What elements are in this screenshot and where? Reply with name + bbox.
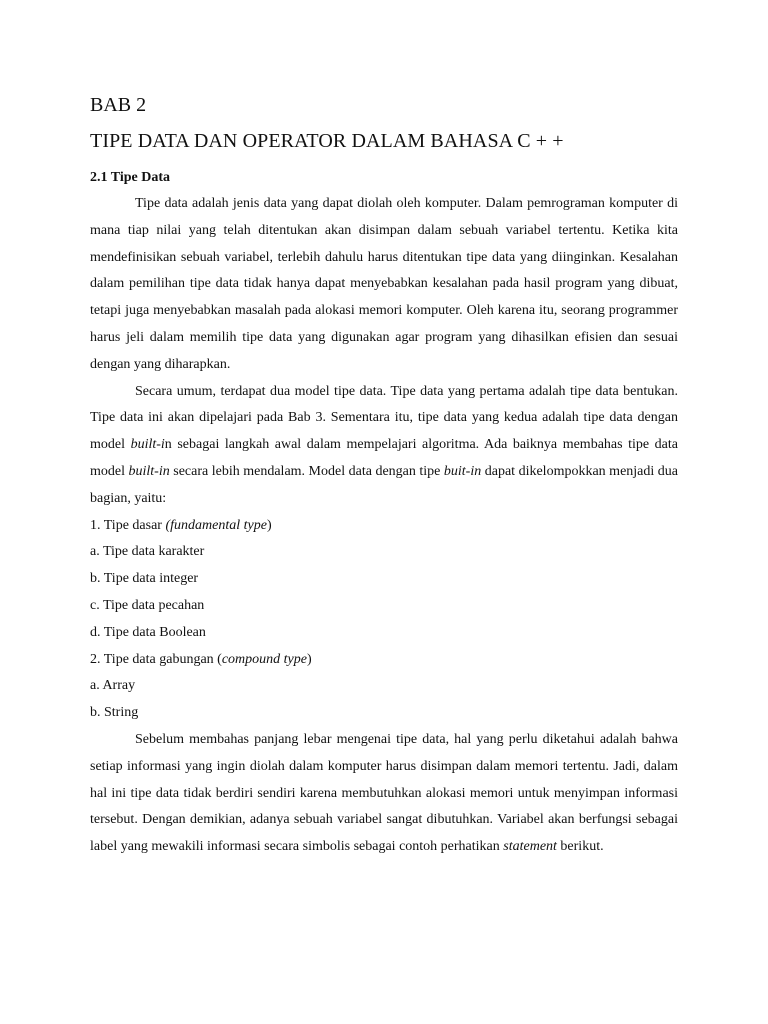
paragraph-2-text-2: n sebagai langkah awal dalam mempelajari algoritma. Ada baiknya membahas tipe data model xyxy=(90,437,678,479)
list-item: a. Tipe data karakter xyxy=(90,544,205,560)
chapter-number: BAB 2 xyxy=(90,94,147,116)
paragraph-2 xyxy=(90,379,678,513)
chapter-title: TIPE DATA DAN OPERATOR DALAM BAHASA C + + xyxy=(90,130,564,152)
list-group-2-heading xyxy=(90,647,678,674)
paragraph-2-text-3: secara lebih mendalam. Model data dengan tipe xyxy=(169,463,444,479)
list-item: a. Array xyxy=(90,678,136,694)
paragraph-2-text-1: Secara umum, terdapat dua model tipe data. Tipe data yang pertama adalah tipe data bentukan. Tipe data ini akan dipelajari pada Bab 3. Sementara itu, tipe data yang kedua adalah tipe data dengan model xyxy=(90,383,678,453)
paragraph-1: Tipe data adalah jenis data yang dapat diolah oleh komputer. Dalam pemrograman komputer di mana tiap nilai yang telah ditentukan akan disimpan dalam sebuah variabel tertentu. Ketika kita mendefinisikan sebuah variabel, terlebih dahulu harus ditentukan tipe data yang diinginkan. Kesalahan dalam pemilihan tipe data tidak hanya dapat menyebabkan kesalahan pada hasil program yang dibuat, tetapi juga menyebabkan masalah pada alokasi memori komputer. Oleh karena itu, seorang programmer harus jeli dalam memilih tipe data yang digunakan agar program yang dihasilkan efisien dan sesuai dengan yang diharapkan. xyxy=(90,196,678,372)
paragraph-2-text-4: dapat dikelompokkan menjadi dua bagian, yaitu: xyxy=(90,463,678,506)
list-item: c. Tipe data pecahan xyxy=(90,597,205,613)
paragraph-3-text-2: berikut. xyxy=(556,839,604,855)
paragraph-3-term: statement xyxy=(503,839,557,855)
list-item: d. Tipe data Boolean xyxy=(90,624,206,640)
list-group-2-suffix: ) xyxy=(306,651,312,667)
list-group-2-prefix: 2. Tipe data gabungan ( xyxy=(90,651,222,667)
list-item: b. String xyxy=(90,705,139,721)
list-group-1-prefix: 1. Tipe dasar xyxy=(90,517,166,533)
list-item: b. Tipe data integer xyxy=(90,571,199,587)
paragraph-3 xyxy=(90,727,678,861)
paragraph-2-term-3: buit-in xyxy=(443,463,482,479)
paragraph-3-text-1: Sebelum membahas panjang lebar mengenai tipe data, hal yang perlu diketahui adalah bahwa setiap informasi yang ingin diolah dalam komputer harus disimpan dalam memori tertentu. Jadi, dalam hal ini tipe data tidak berdiri sendiri karena membutuhkan alokasi memori untuk menyimpan informasi tersebut. Dengan demikian, adanya sebuah variabel sangat dibutuhkan. Variabel akan berfungsi sebagai label yang mewakili informasi secara simbolis sebagai contoh perhatikan xyxy=(90,731,678,855)
document-page xyxy=(90,90,678,861)
section-heading: 2.1 Tipe Data xyxy=(90,170,170,185)
paragraph-2-term-2: built-in xyxy=(128,463,170,479)
list-group-1-heading xyxy=(90,513,678,540)
list-group-1-suffix: ) xyxy=(266,517,272,533)
list-group-1-term: (fundamental type xyxy=(165,517,267,533)
paragraph-2-term-1: built-i xyxy=(130,437,165,453)
list-group-2-term: compound type xyxy=(221,651,307,667)
